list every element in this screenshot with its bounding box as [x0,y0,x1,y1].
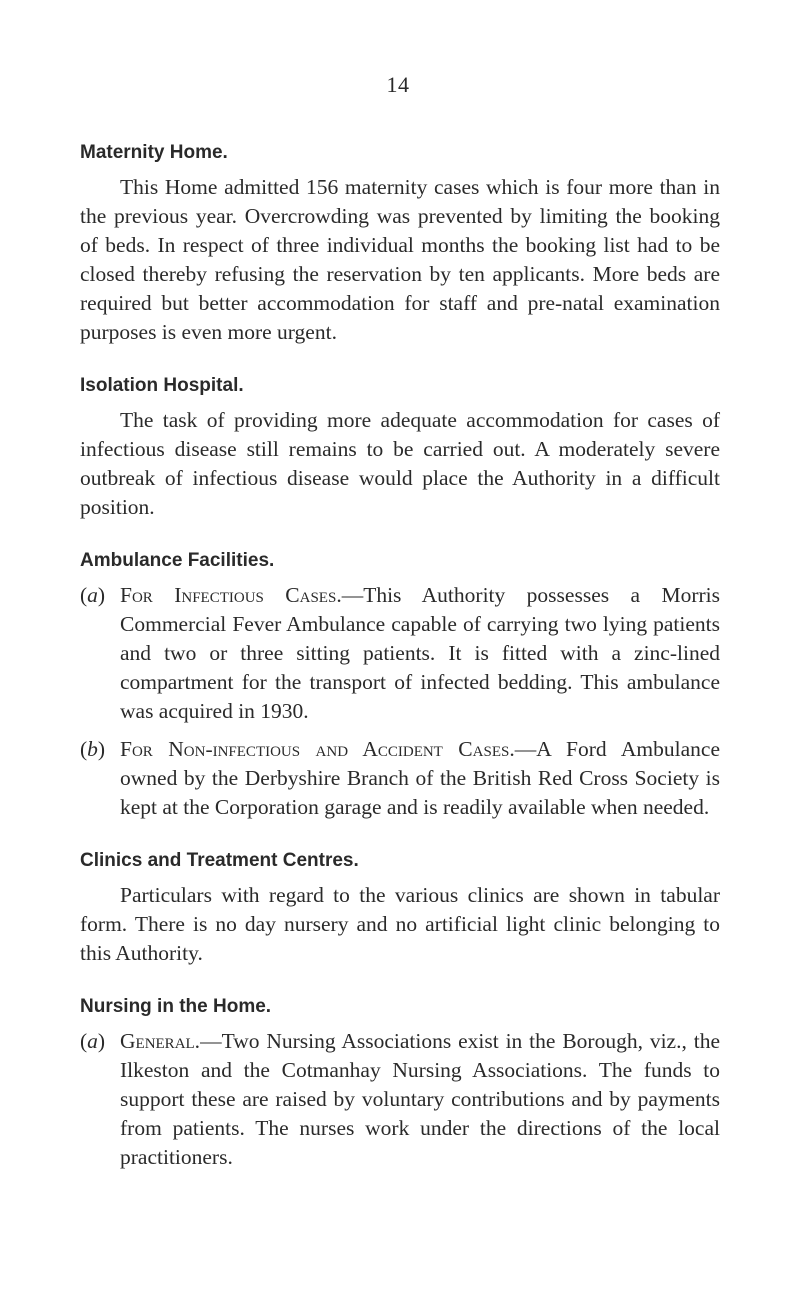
item-body [120,1027,720,1172]
item-label: (a) [80,1029,106,1053]
paragraph-clinics: Particulars with regard to the various clinics are shown in tabular form. There is no day nursery and no artificial light clinic belonging to this Authority. [80,883,720,965]
item-text: —A Ford Ambulance owned by the Derbyshire Branch of the British Red Cross Society is kept at the Corporation garage and is readily available when needed. [120,737,720,819]
page-number: 14 [386,72,410,97]
section-heading-isolation-hospital: Isolation Hospital. [80,375,244,396]
item-title: General. [120,1029,201,1053]
section-heading-clinics: Clinics and Treatment Centres. [80,850,359,871]
list-item-non-infectious-cases [80,735,720,822]
list-item-infectious-cases [80,581,720,726]
document-page [80,72,720,1172]
item-title: For Non-infectious and Accident Cases. [120,737,515,761]
list-item-general [80,1027,720,1172]
section-heading-maternity-home: Maternity Home. [80,142,228,163]
item-title: For Infectious Cases. [120,583,342,607]
item-body [120,581,720,726]
item-label: (a) [80,583,106,607]
item-text: —Two Nursing Associations exist in the Borough, viz., the Ilkeston and the Cotmanhay Nursing Associations. The funds to support these are raised by voluntary contributions and by payments from patients. The nurses work under the directions of the local practitioners. [120,1029,720,1169]
paragraph-maternity-home: This Home admitted 156 maternity cases which is four more than in the previous year. Overcrowding was prevented by limiting the booking of beds. In respect of three individual months the booking list had to be closed thereby refusing the reservation by ten applicants. More beds are required but better accommodation for staff and pre-natal examination purposes is even more urgent. [80,175,720,344]
item-label: (b) [80,737,106,761]
item-text: —This Authority possesses a Morris Commercial Fever Ambulance capable of carrying two lying patients and two or three sitting patients. It is fitted with a zinc-lined compartment for the transport of infected bedding. This ambulance was acquired in 1930. [120,583,721,723]
section-heading-ambulance-facilities: Ambulance Facilities. [80,550,275,571]
item-body [120,735,720,822]
paragraph-isolation-hospital: The task of providing more adequate accommodation for cases of infectious disease still remains to be carried out. A moderately severe outbreak of infectious disease would place the Authority in a difficult position. [80,408,720,519]
section-heading-nursing-in-the-home: Nursing in the Home. [80,996,272,1017]
